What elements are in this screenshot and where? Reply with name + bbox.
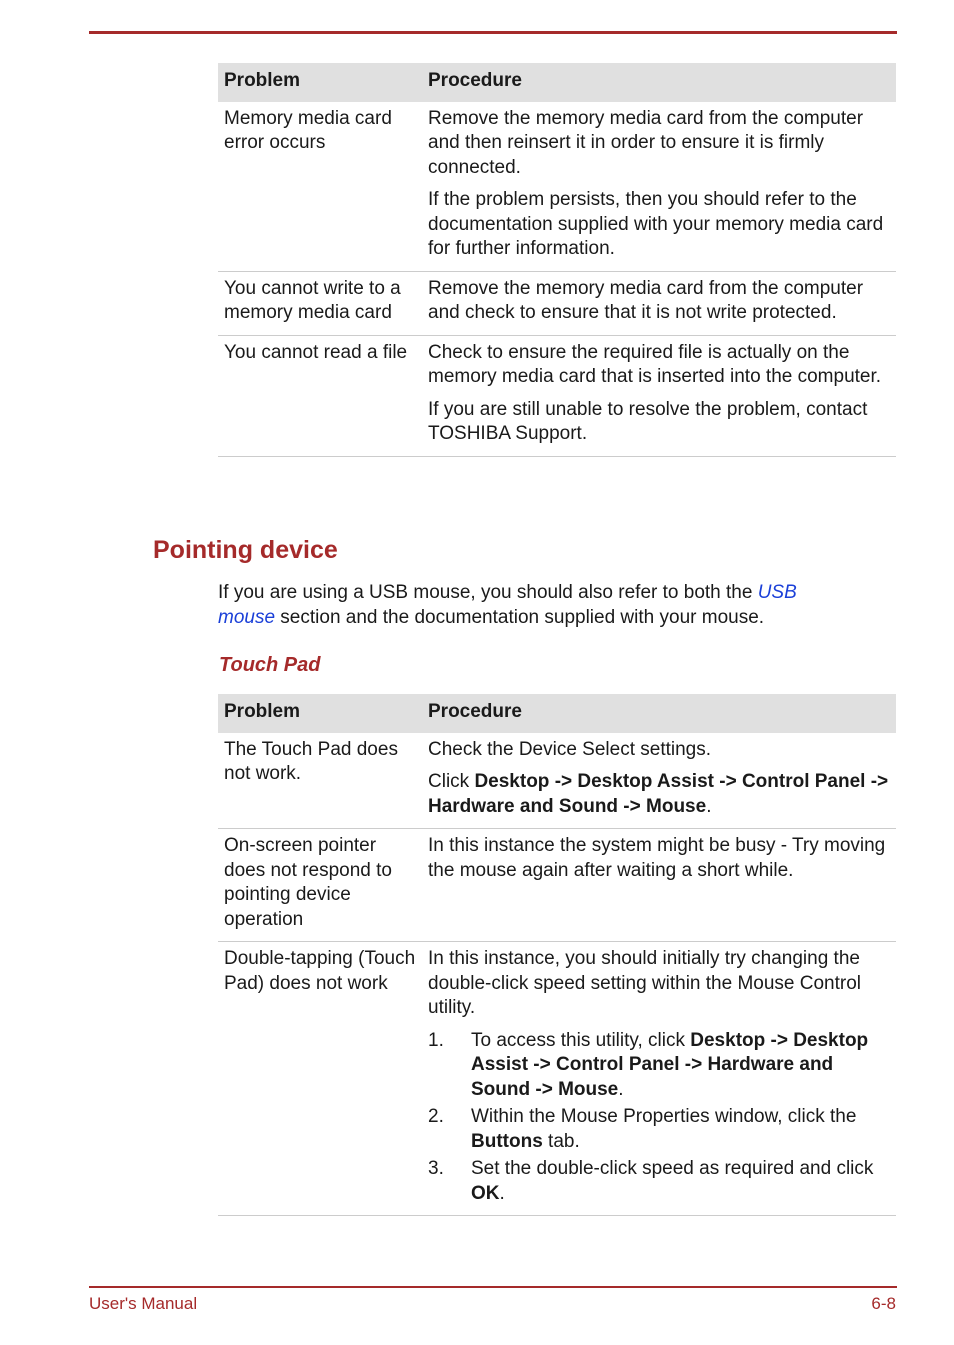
table-row — [218, 102, 896, 272]
tab-name: Buttons — [471, 1130, 543, 1152]
table-header-row — [218, 63, 896, 102]
procedure-text: Check the Device Select settings. — [428, 738, 712, 760]
table-header-row — [218, 694, 896, 733]
table-row — [218, 271, 896, 335]
footer-title: User's Manual — [89, 1294, 198, 1313]
button-name: OK — [471, 1182, 500, 1204]
procedure-cell — [422, 829, 896, 942]
problem-cell: The Touch Pad does not work. — [218, 733, 422, 829]
problem-cell: Double-tapping (Touch Pad) does not work — [218, 942, 422, 1216]
list-item — [428, 1157, 890, 1206]
procedure-text: Check to ensure the required file is actually on the memory media card that is inserted into the computer. — [428, 341, 882, 387]
section-title: Pointing device — [153, 536, 338, 564]
table-row — [218, 829, 896, 942]
page-number: 6-8 — [871, 1294, 896, 1313]
text-span: To access this utility, click — [471, 1029, 691, 1051]
procedure-text: In this instance the system might be busy - Try moving the mouse again after waiting a short while. — [428, 835, 886, 881]
text-span: Click — [428, 771, 475, 792]
bottom-rule — [89, 1286, 897, 1288]
step-number: 2. — [428, 1106, 444, 1127]
procedure-cell — [422, 102, 896, 272]
problem-cell: You cannot write to a memory media card — [218, 271, 422, 335]
procedure-text: In this instance, you should initially try changing the double-click speed setting within the Mouse Control utility. — [428, 948, 862, 1018]
troubleshooting-table-touch-pad — [218, 694, 896, 1216]
procedure-cell — [422, 733, 896, 829]
column-header-procedure: Procedure — [422, 63, 896, 102]
menu-path: Desktop -> Desktop Assist -> Control Panel -> Hardware and Sound -> Mouse — [471, 1029, 869, 1100]
step-number: 3. — [428, 1158, 444, 1179]
problem-cell: On-screen pointer does not respond to pointing device operation — [218, 829, 422, 942]
menu-path: Desktop -> Desktop Assist -> Control Panel -> Hardware and Sound -> Mouse — [428, 771, 889, 817]
text-span: . — [499, 1182, 505, 1204]
top-rule — [89, 31, 897, 34]
section-intro — [218, 581, 858, 630]
list-item — [428, 1029, 890, 1103]
procedure-text: If you are still unable to resolve the problem, contact TOSHIBA Support. — [428, 398, 868, 444]
intro-text: If you are using a USB mouse, you should also refer to both the — [218, 582, 758, 603]
procedure-text: Remove the memory media card from the computer and then reinsert it in order to ensure it is firmly connected. — [428, 107, 864, 178]
text-span: Within the Mouse Properties window, click the — [471, 1106, 857, 1127]
intro-text: section and the documentation supplied with your mouse. — [275, 606, 765, 628]
column-header-problem: Problem — [218, 694, 422, 733]
text-span: Set the double-click speed as required and click — [471, 1158, 874, 1179]
procedure-text — [428, 770, 890, 819]
table-row — [218, 733, 896, 829]
procedure-cell — [422, 335, 896, 456]
problem-cell: You cannot read a file — [218, 335, 422, 456]
text-span: . — [706, 795, 712, 817]
text-span: tab. — [542, 1130, 580, 1152]
troubleshooting-table-memory-card — [218, 63, 896, 457]
steps-list — [428, 1029, 890, 1207]
table-row — [218, 942, 896, 1216]
step-number: 1. — [428, 1029, 444, 1051]
usb-mouse-link[interactable]: USB mouse — [218, 582, 797, 628]
subsection-title: Touch Pad — [219, 654, 321, 676]
table-row — [218, 335, 896, 456]
procedure-cell — [422, 271, 896, 335]
list-item — [428, 1105, 890, 1154]
problem-cell: Memory media card error occurs — [218, 102, 422, 272]
procedure-cell — [422, 942, 896, 1216]
procedure-text: Remove the memory media card from the computer and check to ensure that it is not write protected. — [428, 277, 864, 323]
column-header-procedure: Procedure — [422, 694, 896, 733]
text-span: . — [618, 1078, 624, 1100]
column-header-problem: Problem — [218, 63, 422, 102]
procedure-text: If the problem persists, then you should refer to the documentation supplied with your memory media card for further information. — [428, 189, 884, 259]
